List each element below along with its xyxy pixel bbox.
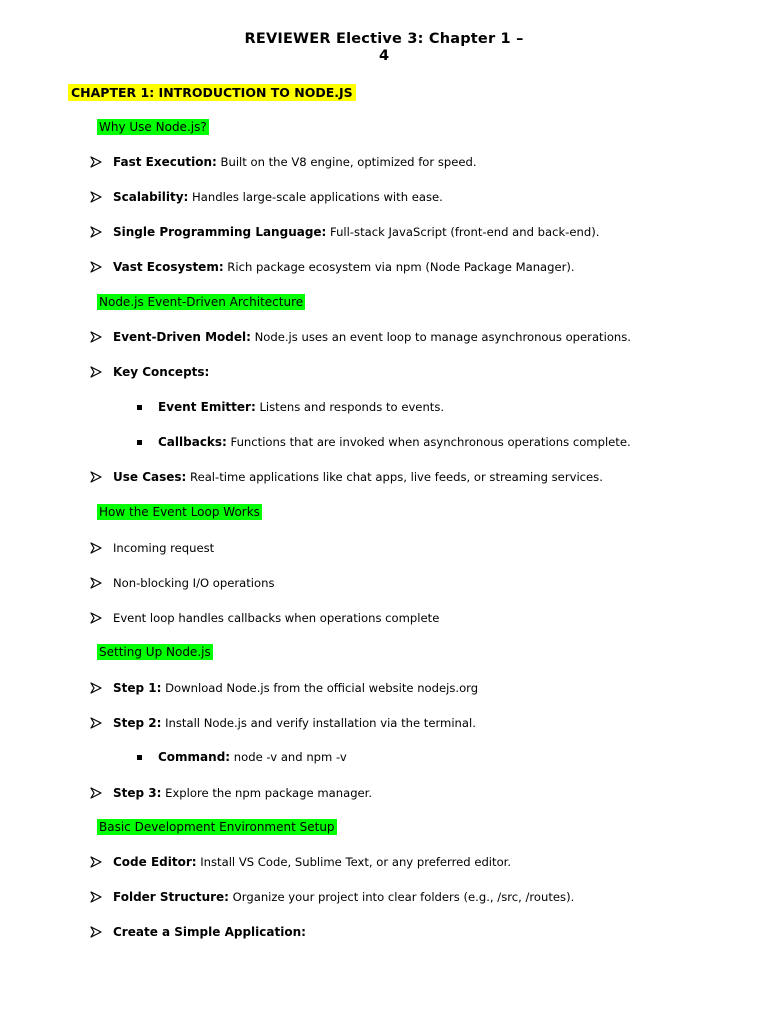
item-label: Callbacks: [158, 435, 227, 449]
arrowhead-bullet-icon [90, 891, 102, 903]
arrowhead-bullet-icon [90, 261, 102, 273]
item-label: Folder Structure: [113, 890, 229, 904]
item-label: Use Cases: [113, 470, 187, 484]
square-bullet-icon [137, 440, 142, 445]
section-heading-eda: Node.js Event-Driven Architecture [99, 295, 304, 309]
list-item: Incoming request [113, 541, 215, 555]
item-label: Single Programming Language: [113, 225, 327, 239]
list-item [113, 189, 443, 205]
item-text: Explore the npm package manager. [161, 786, 373, 800]
item-label: Create a Simple Application: [113, 925, 306, 939]
item-label: Code Editor: [113, 855, 197, 869]
document-title: REVIEWER Elective 3: Chapter 1 – [244, 31, 524, 47]
arrowhead-bullet-icon [90, 682, 102, 694]
item-text: Rich package ecosystem via npm (Node Package Manager). [223, 260, 575, 274]
item-label: Step 2: [113, 716, 162, 730]
list-item [113, 715, 476, 731]
arrowhead-bullet-icon [90, 577, 102, 589]
item-text: Built on the V8 engine, optimized for speed. [216, 155, 477, 169]
item-text: node -v and npm -v [230, 750, 347, 764]
arrowhead-bullet-icon [90, 926, 102, 938]
arrowhead-bullet-icon [90, 226, 102, 238]
item-text: Handles large-scale applications with ease. [188, 190, 443, 204]
item-text: Real-time applications like chat apps, live feeds, or streaming services. [186, 470, 603, 484]
arrowhead-bullet-icon [90, 331, 102, 343]
item-text: Install Node.js and verify installation via the terminal. [161, 716, 476, 730]
item-text: Listens and responds to events. [255, 400, 445, 414]
section-heading-event-loop: How the Event Loop Works [99, 505, 260, 519]
item-text: Node.js uses an event loop to manage asynchronous operations. [250, 330, 631, 344]
chapter-heading: CHAPTER 1: INTRODUCTION TO NODE.JS [68, 84, 356, 101]
list-item [113, 680, 478, 696]
arrowhead-bullet-icon [90, 156, 102, 168]
arrowhead-bullet-icon [90, 787, 102, 799]
list-item: Non-blocking I/O operations [113, 576, 275, 590]
list-item [113, 154, 477, 170]
list-item [113, 224, 599, 240]
item-text: Functions that are invoked when asynchronous operations complete. [226, 435, 631, 449]
document-title-wrap [0, 47, 768, 64]
item-label: Command: [158, 750, 231, 764]
list-item [113, 259, 575, 275]
sub-list-item [158, 749, 347, 765]
section-heading-setup: Setting Up Node.js [99, 645, 211, 659]
item-text: Install VS Code, Sublime Text, or any preferred editor. [196, 855, 512, 869]
list-item: Event loop handles callbacks when operations complete [113, 611, 440, 625]
square-bullet-icon [137, 755, 142, 760]
item-label: Key Concepts: [113, 365, 210, 379]
item-text: Download Node.js from the official website nodejs.org [161, 681, 479, 695]
list-item [113, 924, 306, 940]
arrowhead-bullet-icon [90, 856, 102, 868]
sub-list-item [158, 434, 631, 450]
item-label: Step 1: [113, 681, 162, 695]
arrowhead-bullet-icon [90, 366, 102, 378]
item-label: Vast Ecosystem: [113, 260, 224, 274]
square-bullet-icon [137, 405, 142, 410]
item-label: Step 3: [113, 786, 162, 800]
sub-list-item [158, 399, 444, 415]
arrowhead-bullet-icon [90, 191, 102, 203]
list-item [113, 785, 372, 801]
arrowhead-bullet-icon [90, 717, 102, 729]
section-heading-why: Why Use Node.js? [99, 120, 207, 134]
item-label: Scalability: [113, 190, 189, 204]
list-item [113, 854, 511, 870]
arrowhead-bullet-icon [90, 542, 102, 554]
list-item [113, 889, 574, 905]
item-text: Full-stack JavaScript (front-end and back-end). [326, 225, 600, 239]
list-item [113, 469, 603, 485]
item-label: Event Emitter: [158, 400, 256, 414]
item-text: Organize your project into clear folders (e.g., /src, /routes). [228, 890, 575, 904]
arrowhead-bullet-icon [90, 471, 102, 483]
list-item [113, 364, 209, 380]
section-heading-environment: Basic Development Environment Setup [99, 820, 335, 834]
list-item [113, 329, 631, 345]
item-label: Fast Execution: [113, 155, 217, 169]
document-title-overflow: 4 [379, 48, 390, 64]
item-label: Event-Driven Model: [113, 330, 251, 344]
arrowhead-bullet-icon [90, 612, 102, 624]
